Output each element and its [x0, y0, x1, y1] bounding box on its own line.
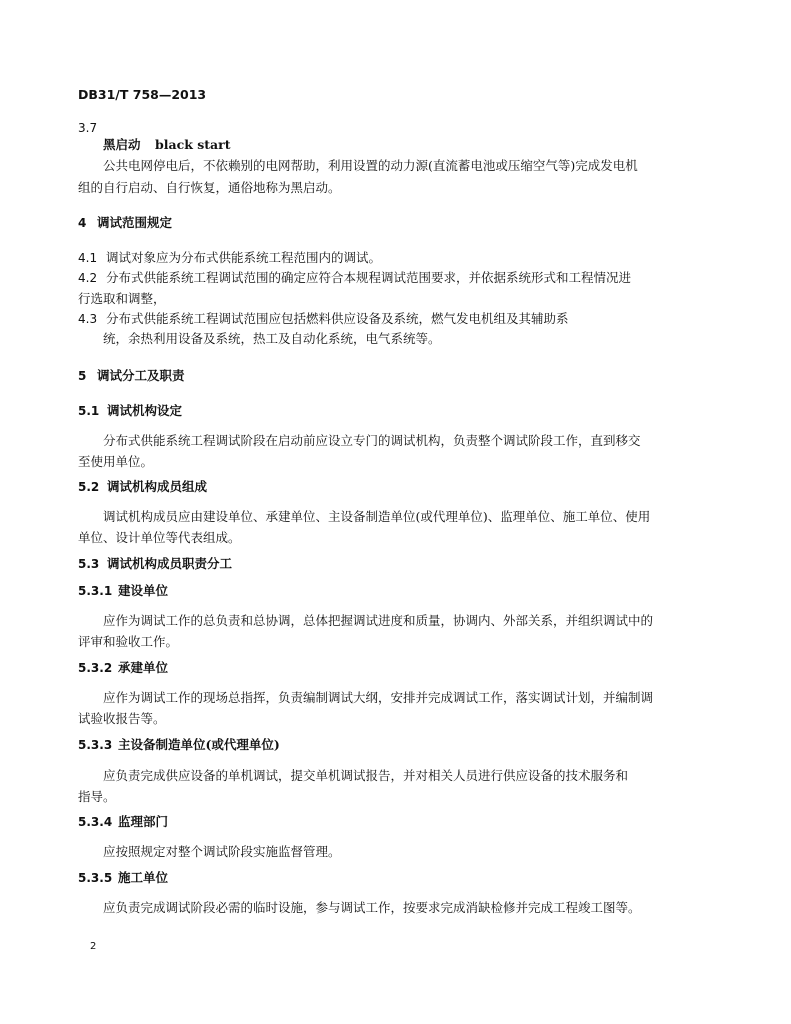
paragraph-line: 评审和验收工作。: [78, 634, 179, 649]
clause-number: 4.2: [78, 271, 98, 285]
page-number: 2: [90, 941, 97, 952]
term-english: black start: [155, 137, 231, 152]
section-number: 5: [78, 369, 87, 383]
definition-line: 公共电网停电后，不依赖别的电网帮助，利用设置的动力源(直流蓄电池或压缩空气等)完成发电机: [103, 158, 638, 173]
subsection-number: 5.3.1: [78, 584, 113, 598]
subsection-title: 主设备制造单位(或代理单位): [118, 737, 280, 752]
clause-text: 分布式供能系统工程调试范围应包括燃料供应设备及系统，燃气发电机组及其辅助系: [106, 311, 569, 326]
clause-text: 调试对象应为分布式供能系统工程范围内的调试。: [106, 250, 382, 265]
clause-number: 4.3: [78, 312, 98, 326]
subsection-number: 5.3: [78, 557, 100, 571]
subsection-title: 建设单位: [118, 583, 169, 598]
document-id: DB31/T 758—2013: [78, 87, 207, 102]
paragraph-line: 至使用单位。: [78, 454, 154, 469]
paragraph-line: 应作为调试工作的现场总指挥，负责编制调试大纲，安排并完成调试工作，落实调试计划，并编制调: [103, 690, 654, 705]
paragraph-line: 应按照规定对整个调试阶段实施监督管理。: [103, 844, 341, 859]
clause-number: 4.1: [78, 251, 98, 265]
section-number: 4: [78, 216, 87, 230]
subsection-title: 承建单位: [118, 660, 169, 675]
term-chinese: 黑启动: [103, 137, 141, 152]
subsection-number: 5.3.3: [78, 738, 113, 752]
subsection-number: 5.3.2: [78, 661, 113, 675]
paragraph-line: 试验收报告等。: [78, 711, 166, 726]
paragraph-line: 指导。: [78, 789, 116, 804]
clause-text: 分布式供能系统工程调试范围的确定应符合本规程调试范围要求，并依据系统形式和工程情况进: [106, 270, 632, 285]
paragraph-line: 应作为调试工作的总负责和总协调，总体把握调试进度和质量，协调内、外部关系，并组织调试中的: [103, 613, 654, 628]
paragraph-line: 调试机构成员应由建设单位、承建单位、主设备制造单位(或代理单位)、监理单位、施工单位、使用: [103, 509, 651, 524]
subsection-title: 施工单位: [118, 870, 169, 885]
paragraph-line: 分布式供能系统工程调试阶段在启动前应设立专门的调试机构，负责整个调试阶段工作，直到移交: [103, 433, 641, 448]
subsection-title: 调试机构成员职责分工: [107, 556, 233, 571]
subsection-title: 调试机构成员组成: [107, 479, 208, 494]
clause-number: 3.7: [78, 121, 98, 135]
subsection-number: 5.3.5: [78, 871, 113, 885]
subsection-title: 调试机构设定: [107, 403, 183, 418]
paragraph-line: 应负责完成调试阶段必需的临时设施，参与调试工作，按要求完成消缺检修并完成工程竣工图等。: [103, 900, 641, 915]
clause-text: 统，余热利用设备及系统，热工及自动化系统，电气系统等。: [103, 331, 441, 346]
definition-line: 组的自行启动、自行恢复，通俗地称为黑启动。: [78, 180, 341, 195]
clause-text: 行选取和调整，: [78, 291, 166, 306]
paragraph-line: 单位、设计单位等代表组成。: [78, 530, 241, 545]
subsection-number: 5.3.4: [78, 815, 113, 829]
section-title: 调试范围规定: [97, 215, 173, 230]
subsection-number: 5.1: [78, 404, 100, 418]
subsection-number: 5.2: [78, 480, 100, 494]
section-title: 调试分工及职责: [97, 368, 185, 383]
paragraph-line: 应负责完成供应设备的单机调试，提交单机调试报告，并对相关人员进行供应设备的技术服务和: [103, 768, 629, 783]
subsection-title: 监理部门: [118, 814, 169, 829]
